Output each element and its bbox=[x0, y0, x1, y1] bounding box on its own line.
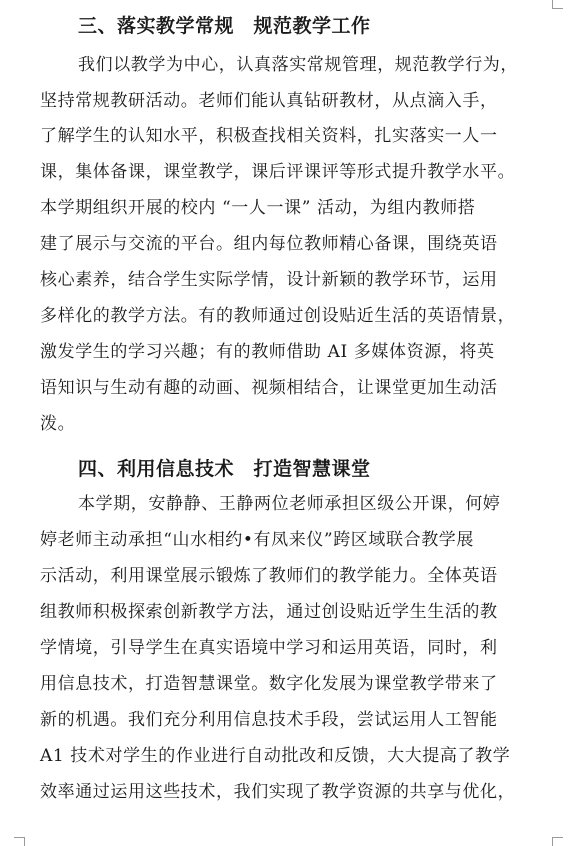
section-3-line: 我们以教学为中心，认真落实常规管理，规范教学行为， bbox=[78, 55, 518, 75]
section-4-line: 示活动，利用课堂展示锻炼了教师们的教学能力。全体英语 bbox=[40, 566, 498, 586]
section-4-heading: 四、利用信息技术 打造智慧课堂 bbox=[78, 458, 371, 480]
crop-mark-top-right bbox=[552, 0, 563, 9]
section-4-line: A1 技术对学生的作业进行自动批改和反馈，大大提高了教学 bbox=[40, 746, 511, 766]
section-3-line: 本学期组织开展的校内 “一人一课” 活动，为组内教师搭 bbox=[40, 198, 476, 218]
section-4-line: 新的机遇。我们充分利用信息技术手段，尝试运用人工智能 bbox=[40, 710, 498, 730]
section-3-line: 课，集体备课，课堂教学，课后评课评等形式提升教学水平。 bbox=[40, 162, 516, 182]
crop-mark-bottom-right bbox=[552, 837, 563, 846]
section-3-line: 核心素养，结合学生实际学情，设计新颖的教学环节，运用 bbox=[40, 270, 498, 290]
section-3-line: 激发学生的学习兴趣；有的教师借助 AI 多媒体资源，将英 bbox=[40, 342, 495, 362]
section-3-line: 泼。 bbox=[40, 414, 76, 434]
section-3-line: 多样化的教学方法。有的教师通过创设贴近生活的英语情景， bbox=[40, 306, 516, 326]
section-4-line: 组教师积极探索创新教学方法，通过创设贴近学生生活的教 bbox=[40, 602, 498, 622]
section-4-line: 婷老师主动承担“山水相约•有凤来仪”跨区域联合教学展 bbox=[40, 530, 475, 550]
section-3-line: 建了展示与交流的平台。组内每位教师精心备课，围绕英语 bbox=[40, 234, 498, 254]
section-3-line: 了解学生的认知水平，积极查找相关资料，扎实落实一人一 bbox=[40, 126, 498, 146]
crop-mark-bottom-left bbox=[14, 837, 25, 846]
section-3-line: 语知识与生动有趣的动画、视频相结合，让课堂更加生动活 bbox=[40, 378, 498, 398]
section-4-line: 用信息技术，打造智慧课堂。数字化发展为课堂教学带来了 bbox=[40, 674, 498, 694]
section-3-heading: 三、落实教学常规 规范教学工作 bbox=[78, 15, 371, 37]
section-4-line: 效率通过运用这些技术，我们实现了教学资源的共享与优化， bbox=[40, 782, 516, 802]
section-4-line: 学情境，引导学生在真实语境中学习和运用英语，同时，利 bbox=[40, 638, 498, 658]
section-3-line: 坚持常规教研活动。老师们能认真钻研教材，从点滴入手， bbox=[40, 91, 498, 111]
section-4-line: 本学期，安静静、王静两位老师承担区级公开课，何婷 bbox=[78, 494, 501, 514]
